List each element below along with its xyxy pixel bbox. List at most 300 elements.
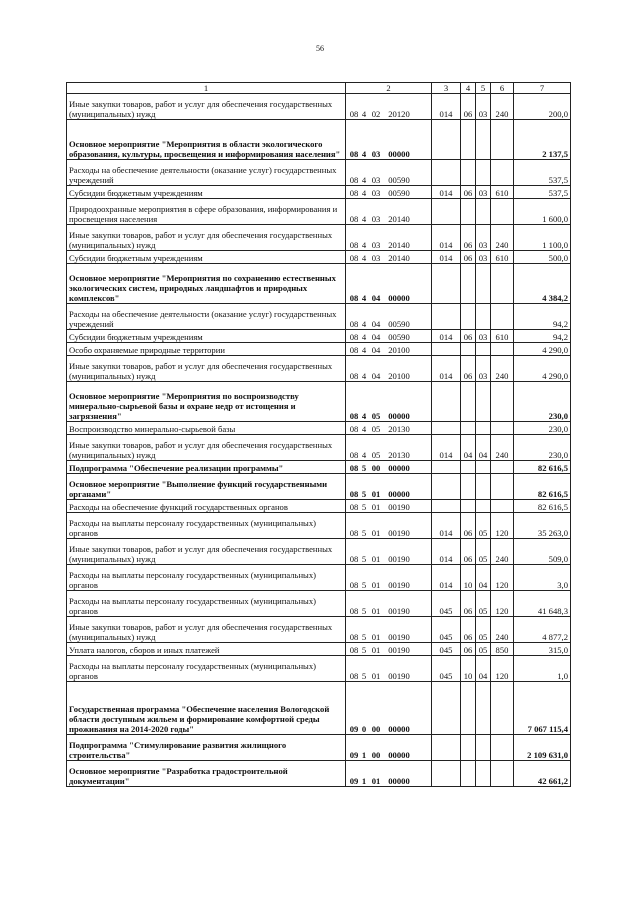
table-row [67, 186, 571, 199]
code-part: 4 [361, 450, 367, 460]
row-sum: 509,0 [514, 539, 571, 565]
row-name: Расходы на выплаты персоналу государственных (муниципальных) органов [67, 513, 346, 539]
row-code [346, 94, 432, 120]
code-part: 08 [349, 149, 359, 159]
row-name: Иные закупки товаров, работ и услуг для обеспечения государственных (муниципальных) нужд [67, 539, 346, 565]
row-col3: 045 [432, 591, 461, 617]
row-col5 [476, 382, 491, 422]
row-col3 [432, 199, 461, 225]
row-col3 [432, 160, 461, 186]
row-sum: 7 067 115,4 [514, 682, 571, 735]
row-code [346, 643, 432, 656]
code-part: 00190 [388, 502, 410, 512]
code-part: 4 [361, 319, 367, 329]
row-name: Расходы на выплаты персоналу государственных (муниципальных) органов [67, 656, 346, 682]
table-row [67, 643, 571, 656]
code-part: 02 [371, 109, 381, 119]
row-sum: 4 877,2 [514, 617, 571, 643]
row-col5: 04 [476, 435, 491, 461]
code-part: 09 [349, 750, 359, 760]
header-cell: 6 [491, 83, 514, 94]
row-sum: 500,0 [514, 251, 571, 264]
code-part: 00000 [388, 724, 410, 734]
row-col5: 04 [476, 565, 491, 591]
code-part: 4 [361, 332, 367, 342]
code-part: 20100 [388, 371, 410, 381]
row-col3 [432, 264, 461, 304]
table-row [67, 656, 571, 682]
row-col6: 850 [491, 643, 514, 656]
code-part: 00590 [388, 188, 410, 198]
code-part: 20130 [388, 450, 410, 460]
row-code [346, 422, 432, 435]
code-part: 01 [371, 580, 381, 590]
row-sum: 82 616,5 [514, 474, 571, 500]
code-part: 00000 [388, 463, 410, 473]
row-sum: 35 263,0 [514, 513, 571, 539]
row-col3 [432, 500, 461, 513]
row-code [346, 120, 432, 160]
code-part: 00000 [388, 293, 410, 303]
row-col5: 03 [476, 356, 491, 382]
code-part: 04 [371, 293, 381, 303]
table-row [67, 264, 571, 304]
row-name: Иные закупки товаров, работ и услуг для обеспечения государственных (муниципальных) нужд [67, 225, 346, 251]
row-col4: 04 [461, 435, 476, 461]
table-row [67, 617, 571, 643]
row-code [346, 160, 432, 186]
code-part: 08 [349, 253, 359, 263]
code-part: 08 [349, 554, 359, 564]
table-row [67, 422, 571, 435]
row-col6 [491, 160, 514, 186]
row-col5 [476, 304, 491, 330]
row-col6: 240 [491, 225, 514, 251]
code-part: 4 [361, 411, 367, 421]
row-col4 [461, 382, 476, 422]
row-code [346, 225, 432, 251]
row-col3: 014 [432, 186, 461, 199]
row-sum: 94,2 [514, 304, 571, 330]
table-row [67, 513, 571, 539]
row-col6: 610 [491, 186, 514, 199]
row-col6 [491, 199, 514, 225]
code-part: 01 [371, 489, 381, 499]
code-part: 5 [361, 671, 367, 681]
code-part: 5 [361, 606, 367, 616]
code-part: 00000 [388, 411, 410, 421]
row-name: Иные закупки товаров, работ и услуг для обеспечения государственных (муниципальных) нужд [67, 94, 346, 120]
row-col5: 05 [476, 513, 491, 539]
code-part: 01 [371, 606, 381, 616]
code-part: 05 [371, 424, 381, 434]
row-col4: 06 [461, 330, 476, 343]
row-code [346, 343, 432, 356]
row-code [346, 591, 432, 617]
row-col6: 240 [491, 94, 514, 120]
row-name: Подпрограмма "Стимулирование развития жилищного строительства" [67, 735, 346, 761]
row-col4 [461, 304, 476, 330]
row-col4: 10 [461, 656, 476, 682]
row-col5 [476, 120, 491, 160]
code-part: 08 [349, 463, 359, 473]
row-col4 [461, 160, 476, 186]
row-col6 [491, 382, 514, 422]
code-part: 03 [371, 149, 381, 159]
row-col5: 03 [476, 94, 491, 120]
table-row [67, 761, 571, 787]
code-part: 5 [361, 502, 367, 512]
row-col4 [461, 500, 476, 513]
code-part: 01 [371, 632, 381, 642]
table-row [67, 304, 571, 330]
table-row [67, 94, 571, 120]
table-row [67, 343, 571, 356]
row-name: Основное мероприятие "Выполнение функций государственными органами" [67, 474, 346, 500]
code-part: 4 [361, 149, 367, 159]
table-row [67, 735, 571, 761]
row-col6 [491, 422, 514, 435]
row-col6: 120 [491, 591, 514, 617]
row-col4: 06 [461, 94, 476, 120]
row-name: Иные закупки товаров, работ и услуг для обеспечения государственных (муниципальных) нужд [67, 356, 346, 382]
row-col5 [476, 422, 491, 435]
code-part: 20100 [388, 345, 410, 355]
code-part: 5 [361, 528, 367, 538]
row-code [346, 682, 432, 735]
row-col6: 610 [491, 330, 514, 343]
code-part: 01 [371, 502, 381, 512]
row-code [346, 474, 432, 500]
code-part: 4 [361, 371, 367, 381]
row-col6 [491, 304, 514, 330]
row-col6 [491, 500, 514, 513]
row-name: Уплата налогов, сборов и иных платежей [67, 643, 346, 656]
code-part: 20120 [388, 109, 410, 119]
code-part: 08 [349, 645, 359, 655]
table-row [67, 500, 571, 513]
table-row [67, 120, 571, 160]
header-cell: 7 [514, 83, 571, 94]
row-sum: 230,0 [514, 382, 571, 422]
row-name: Государственная программа "Обеспечение населения Вологодской области доступным жильем и формирование комфортной среды проживания на 2014-2020 годы" [67, 682, 346, 735]
code-part: 4 [361, 188, 367, 198]
row-col5 [476, 343, 491, 356]
row-sum: 4 290,0 [514, 343, 571, 356]
row-col5: 05 [476, 643, 491, 656]
budget-table [66, 82, 571, 787]
code-part: 04 [371, 319, 381, 329]
code-part: 08 [349, 424, 359, 434]
row-name: Иные закупки товаров, работ и услуг для обеспечения государственных (муниципальных) нужд [67, 435, 346, 461]
row-name: Основное мероприятие "Разработка градостроительной документации" [67, 761, 346, 787]
code-part: 00 [371, 463, 381, 473]
row-name: Иные закупки товаров, работ и услуг для обеспечения государственных (муниципальных) нужд [67, 617, 346, 643]
row-name: Расходы на выплаты персоналу государственных (муниципальных) органов [67, 565, 346, 591]
code-part: 5 [361, 580, 367, 590]
row-code [346, 513, 432, 539]
code-part: 03 [371, 253, 381, 263]
code-part: 08 [349, 502, 359, 512]
row-col6: 240 [491, 356, 514, 382]
row-col4: 10 [461, 565, 476, 591]
row-code [346, 735, 432, 761]
table-row [67, 160, 571, 186]
row-col3: 014 [432, 330, 461, 343]
row-name: Субсидии бюджетным учреждениям [67, 251, 346, 264]
code-part: 00190 [388, 606, 410, 616]
row-col5: 05 [476, 591, 491, 617]
code-part: 20140 [388, 214, 410, 224]
row-col4 [461, 120, 476, 160]
row-col3 [432, 343, 461, 356]
row-code [346, 251, 432, 264]
row-col4 [461, 461, 476, 474]
code-part: 08 [349, 489, 359, 499]
row-col3 [432, 461, 461, 474]
code-part: 00190 [388, 554, 410, 564]
code-part: 03 [371, 188, 381, 198]
row-col6: 240 [491, 435, 514, 461]
code-part: 00190 [388, 580, 410, 590]
table-row [67, 474, 571, 500]
header-cell: 2 [346, 83, 432, 94]
code-part: 5 [361, 632, 367, 642]
row-code [346, 656, 432, 682]
row-sum: 200,0 [514, 94, 571, 120]
row-col4 [461, 343, 476, 356]
table-header-row [67, 83, 571, 94]
row-col4 [461, 474, 476, 500]
code-part: 08 [349, 175, 359, 185]
code-part: 00000 [388, 149, 410, 159]
code-part: 00590 [388, 175, 410, 185]
row-name: Подпрограмма "Обеспечение реализации программы" [67, 461, 346, 474]
row-col4 [461, 264, 476, 304]
code-part: 4 [361, 109, 367, 119]
row-name: Расходы на обеспечение деятельности (оказание услуг) государственных учреждений [67, 304, 346, 330]
row-col5 [476, 461, 491, 474]
row-col3: 014 [432, 539, 461, 565]
row-name: Основное мероприятие "Мероприятия по воспроизводству минерально-сырьевой базы и охране недр от истощения и загрязнения" [67, 382, 346, 422]
code-part: 20140 [388, 253, 410, 263]
table-row [67, 565, 571, 591]
row-col3: 014 [432, 565, 461, 591]
row-col5 [476, 160, 491, 186]
code-part: 08 [349, 319, 359, 329]
row-name: Особо охраняемые природные территории [67, 343, 346, 356]
row-name: Воспроизводство минерально-сырьевой базы [67, 422, 346, 435]
row-name: Расходы на выплаты персоналу государственных (муниципальных) органов [67, 591, 346, 617]
row-code [346, 356, 432, 382]
row-col4: 06 [461, 617, 476, 643]
row-code [346, 199, 432, 225]
code-part: 00000 [388, 489, 410, 499]
table-row [67, 461, 571, 474]
row-sum: 2 137,5 [514, 120, 571, 160]
row-col3: 014 [432, 435, 461, 461]
row-code [346, 435, 432, 461]
row-name: Основное мероприятие "Мероприятия по сохранению естественных экологических систем, природных ландшафтов и природных комплексов" [67, 264, 346, 304]
code-part: 03 [371, 214, 381, 224]
row-col3 [432, 422, 461, 435]
table-row [67, 382, 571, 422]
code-part: 05 [371, 450, 381, 460]
code-part: 20130 [388, 424, 410, 434]
row-col6 [491, 264, 514, 304]
code-part: 08 [349, 240, 359, 250]
row-col5 [476, 682, 491, 735]
code-part: 00000 [388, 776, 410, 786]
code-part: 4 [361, 214, 367, 224]
code-part: 05 [371, 411, 381, 421]
row-code [346, 186, 432, 199]
row-col3 [432, 304, 461, 330]
row-sum: 537,5 [514, 186, 571, 199]
row-col4: 06 [461, 225, 476, 251]
row-col3 [432, 761, 461, 787]
code-part: 03 [371, 240, 381, 250]
code-part: 08 [349, 109, 359, 119]
code-part: 5 [361, 554, 367, 564]
code-part: 08 [349, 450, 359, 460]
code-part: 08 [349, 606, 359, 616]
row-code [346, 500, 432, 513]
code-part: 04 [371, 332, 381, 342]
code-part: 01 [371, 776, 381, 786]
row-col5: 03 [476, 225, 491, 251]
table-row [67, 539, 571, 565]
row-code [346, 565, 432, 591]
row-sum: 3,0 [514, 565, 571, 591]
code-part: 01 [371, 554, 381, 564]
code-part: 5 [361, 489, 367, 499]
row-col6 [491, 461, 514, 474]
row-col6 [491, 343, 514, 356]
row-col6 [491, 474, 514, 500]
code-part: 4 [361, 424, 367, 434]
row-sum: 230,0 [514, 422, 571, 435]
row-col5 [476, 264, 491, 304]
code-part: 04 [371, 371, 381, 381]
row-col3 [432, 120, 461, 160]
code-part: 08 [349, 632, 359, 642]
code-part: 09 [349, 776, 359, 786]
row-code [346, 264, 432, 304]
row-col4: 06 [461, 186, 476, 199]
row-col3: 014 [432, 251, 461, 264]
code-part: 4 [361, 345, 367, 355]
row-sum: 1 100,0 [514, 225, 571, 251]
table-row [67, 591, 571, 617]
row-name: Основное мероприятие "Мероприятия в области экологического образования, культуры, просвещения и информирования населения" [67, 120, 346, 160]
table-row [67, 356, 571, 382]
row-col6: 120 [491, 656, 514, 682]
row-col3: 045 [432, 643, 461, 656]
row-name: Субсидии бюджетным учреждениям [67, 330, 346, 343]
row-col3 [432, 682, 461, 735]
code-part: 08 [349, 371, 359, 381]
table-row [67, 251, 571, 264]
row-col6 [491, 682, 514, 735]
row-col5 [476, 500, 491, 513]
row-col3: 045 [432, 656, 461, 682]
row-col5: 04 [476, 656, 491, 682]
row-col4: 06 [461, 513, 476, 539]
row-col6: 240 [491, 539, 514, 565]
row-code [346, 617, 432, 643]
header-cell: 1 [67, 83, 346, 94]
code-part: 00190 [388, 632, 410, 642]
code-part: 00 [371, 750, 381, 760]
table-row [67, 199, 571, 225]
row-col3 [432, 474, 461, 500]
code-part: 20140 [388, 240, 410, 250]
code-part: 08 [349, 411, 359, 421]
row-name: Природоохранные мероприятия в сфере образования, информирования и просвещения населения [67, 199, 346, 225]
page-number: 56 [316, 44, 324, 53]
code-part: 08 [349, 293, 359, 303]
row-col5: 03 [476, 251, 491, 264]
row-col3: 045 [432, 617, 461, 643]
code-part: 08 [349, 345, 359, 355]
code-part: 1 [361, 750, 367, 760]
row-sum: 82 616,5 [514, 500, 571, 513]
code-part: 00000 [388, 750, 410, 760]
code-part: 08 [349, 188, 359, 198]
code-part: 04 [371, 345, 381, 355]
row-sum: 41 648,3 [514, 591, 571, 617]
row-sum: 42 661,2 [514, 761, 571, 787]
row-code [346, 330, 432, 343]
code-part: 00190 [388, 645, 410, 655]
row-col5: 03 [476, 186, 491, 199]
code-part: 01 [371, 528, 381, 538]
row-col5: 05 [476, 539, 491, 565]
code-part: 4 [361, 240, 367, 250]
code-part: 0 [361, 724, 367, 734]
row-name: Субсидии бюджетным учреждениям [67, 186, 346, 199]
code-part: 08 [349, 332, 359, 342]
row-col3 [432, 382, 461, 422]
code-part: 01 [371, 645, 381, 655]
row-col4 [461, 761, 476, 787]
code-part: 03 [371, 175, 381, 185]
row-col4: 06 [461, 356, 476, 382]
row-code [346, 304, 432, 330]
code-part: 00590 [388, 332, 410, 342]
header-cell: 3 [432, 83, 461, 94]
row-sum: 4 290,0 [514, 356, 571, 382]
row-col6 [491, 735, 514, 761]
row-col4 [461, 682, 476, 735]
code-part: 4 [361, 293, 367, 303]
code-part: 08 [349, 580, 359, 590]
row-col6: 610 [491, 251, 514, 264]
table-row [67, 682, 571, 735]
row-col5 [476, 735, 491, 761]
row-col4 [461, 735, 476, 761]
code-part: 5 [361, 645, 367, 655]
row-sum: 94,2 [514, 330, 571, 343]
row-col4 [461, 199, 476, 225]
code-part: 08 [349, 528, 359, 538]
row-col5 [476, 199, 491, 225]
table-row [67, 330, 571, 343]
header-cell: 4 [461, 83, 476, 94]
row-col6 [491, 120, 514, 160]
code-part: 08 [349, 671, 359, 681]
